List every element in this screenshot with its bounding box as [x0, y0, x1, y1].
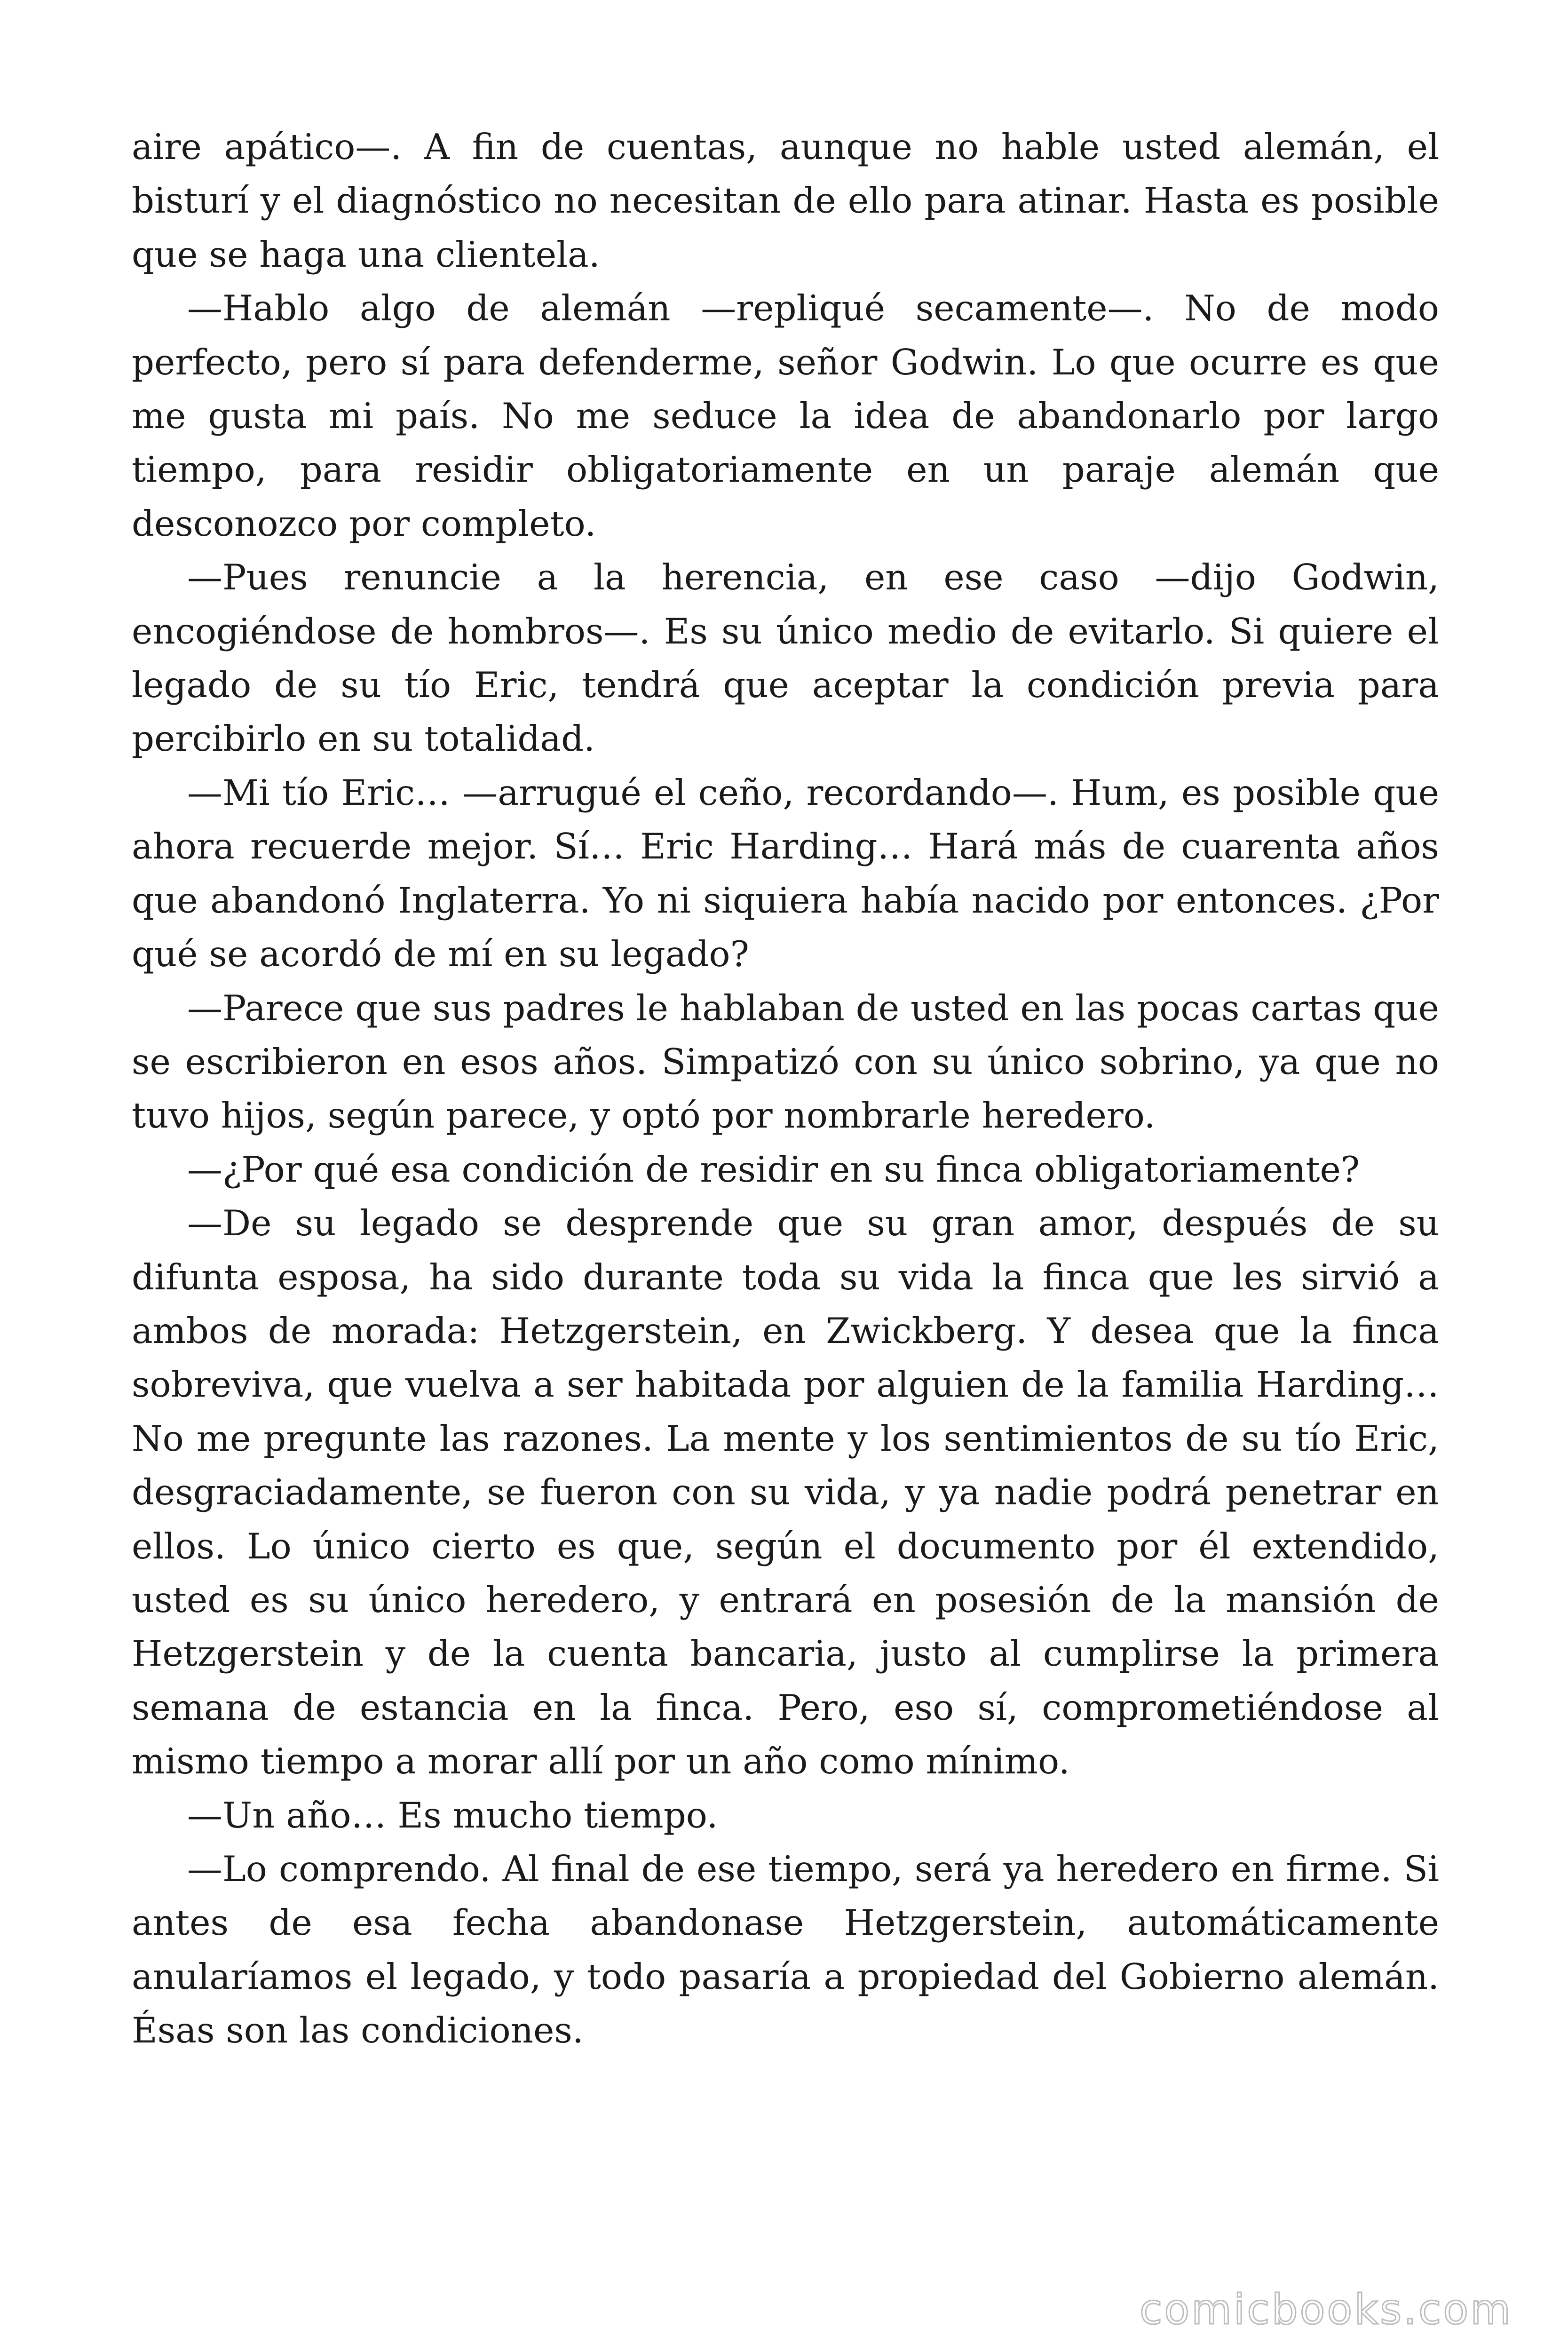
page-body: [132, 120, 1439, 2058]
paragraph-dialogue: —Lo comprendo. Al final de ese tiempo, será ya heredero en firme. Si antes de esa fecha abandonase Hetzgerstein, automáticamente anularíamos el legado, y todo pasaría a propiedad del Gobierno alemán. Ésas son las condiciones.: [132, 1848, 1439, 2051]
paragraph-dialogue: —Un año… Es mucho tiempo.: [187, 1794, 718, 1836]
paragraph-dialogue: —De su legado se desprende que su gran amor, después de su difunta esposa, ha sido durante toda su vida la finca que les sirvió a ambos de morada: Hetzgerstein, en Zwickberg. Y desea que la finca sobreviva, que vuelva a ser habitada por alguien de la familia Harding… No me pregunte las razones. La mente y los sentimientos de su tío Eric, desgraciadamente, se fueron con su vida, y ya nadie podrá penetrar en ellos. Lo único cierto es que, según el documento por él extendido, usted es su único heredero, y entrará en posesión de la mansión de Hetzgerstein y de la cuenta bancaria, justo al cumplirse la primera semana de estancia en la finca. Pero, eso sí, comprometiéndose al mismo tiempo a morar allí por un año como mínimo.: [132, 1202, 1439, 1782]
paragraph-continuation: aire apático—. A fin de cuentas, aunque no hable usted alemán, el bisturí y el diagnóstico no necesitan de ello para atinar. Hasta es posible que se haga una clientela.: [132, 126, 1439, 275]
paragraph-dialogue: —Mi tío Eric… —arrugué el ceño, recordando—. Hum, es posible que ahora recuerde mejor. Sí… Eric Harding… Hará más de cuarenta años que abandonó Inglaterra. Yo ni siquiera había nacido por entonces. ¿Por qué se acordó de mí en su legado?: [132, 771, 1439, 975]
paragraph-dialogue: —Pues renuncie a la herencia, en ese caso —dijo Godwin, encogiéndose de hombros—. Es su único medio de evitarlo. Si quiere el legado de su tío Eric, tendrá que aceptar la condición previa para percibirlo en su totalidad.: [132, 556, 1439, 760]
paragraph-dialogue: —¿Por qué esa condición de residir en su finca obligatoriamente?: [187, 1148, 1360, 1190]
paragraph-dialogue: —Parece que sus padres le hablaban de usted en las pocas cartas que se escribieron en esos años. Simpatizó con su único sobrino, ya que no tuvo hijos, según parece, y optó por nombrarle heredero.: [132, 987, 1439, 1136]
paragraph-dialogue: —Hablo algo de alemán —repliqué secamente—. No de modo perfecto, pero sí para defenderme, señor Godwin. Lo que ocurre es que me gusta mi país. No me seduce la idea de abandonarlo por largo tiempo, para residir obligatoriamente en un paraje alemán que desconozco por completo.: [132, 287, 1439, 544]
watermark-text: comicbooks.com: [1139, 2285, 1513, 2334]
